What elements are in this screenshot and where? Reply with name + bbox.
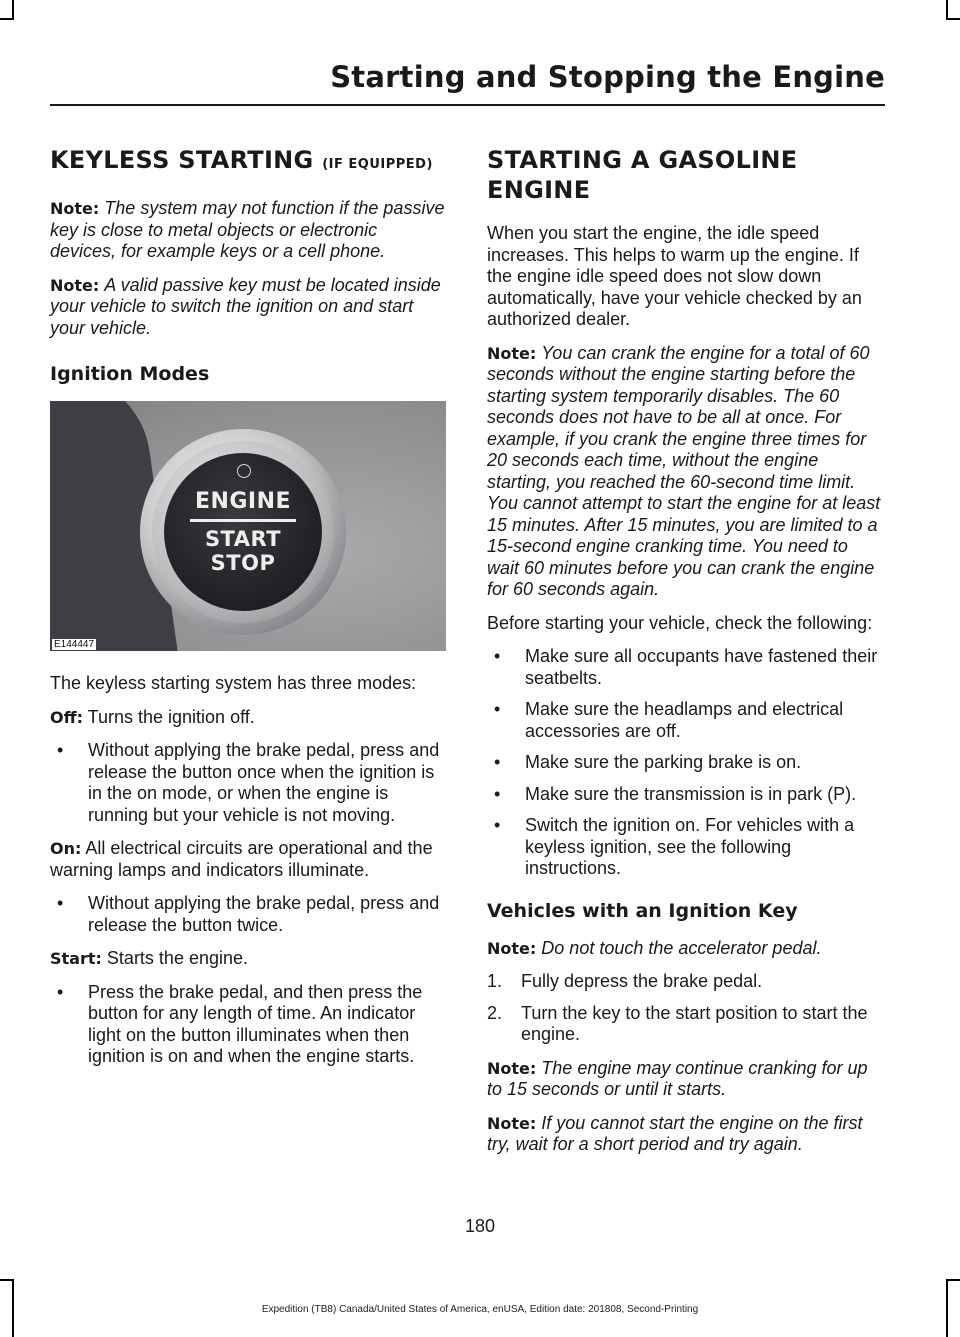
paragraph: Before starting your vehicle, check the following: (487, 612, 873, 633)
list-item: 2. Turn the key to the start position to start the engine. (487, 1002, 868, 1044)
list-item: • Make sure the parking brake is on. (487, 752, 882, 774)
checklist (487, 646, 882, 880)
note: Note: Do not touch the accelerator pedal. (487, 937, 822, 958)
bullet-list (50, 740, 448, 826)
paragraph: When you start the engine, the idle speed increases. This helps to warm up the engine. If the engine idle speed does not slow down automatically, have your vehicle checked by an authorized dealer. (487, 223, 862, 329)
crop-mark (946, 1279, 960, 1281)
crop-mark (12, 0, 14, 20)
note: Note: You can crank the engine for a total of 60 seconds without the engine starting before the starting system temporarily disables. The 60 seconds does not have to be all at once. For example, if you crank the engine three times for 20 seconds each time, without the engine starting, you reached the 60-second time limit. You cannot attempt to start the engine for at least 15 minutes. After 15 minutes, you are limited to a 15-second engine cranking time. You need to wait 60 minutes before you can crank the engine for 60 seconds again. (487, 342, 881, 599)
numbered-steps (487, 971, 882, 1046)
section-heading-keyless-starting: KEYLESS STARTING (IF EQUIPPED) (50, 146, 433, 174)
note: Note: The system may not function if the passive key is close to metal objects or electronic devices, for example keys or a cell phone. (50, 198, 445, 261)
list-item: 1. Fully depress the brake pedal. (487, 971, 763, 991)
page-header-title: Starting and Stopping the Engine (330, 60, 885, 94)
button-label-start: START (204, 527, 282, 551)
ignition-button-image (50, 401, 446, 651)
subheading-vehicles-with-ignition-key: Vehicles with an Ignition Key (487, 899, 798, 922)
button-label-engine: ENGINE (194, 489, 292, 514)
indicator-light-icon (237, 464, 251, 478)
crop-mark (0, 18, 14, 20)
crop-mark (946, 0, 948, 20)
crop-mark (0, 1279, 14, 1281)
list-item: • Make sure the transmission is in park (P). (487, 784, 882, 806)
mode-off: Off: Turns the ignition off. (50, 706, 255, 727)
list-item: • Make sure all occupants have fastened their seatbelts. (487, 646, 882, 689)
button-label-stop: STOP (210, 551, 276, 575)
list-item: • Make sure the headlamps and electrical accessories are off. (487, 699, 882, 742)
note: Note: The engine may continue cranking for up to 15 seconds or until it starts. (487, 1057, 868, 1099)
left-column (50, 145, 448, 1080)
note: Note: A valid passive key must be located inside your vehicle to switch the ignition on and start your vehicle. (50, 274, 441, 338)
paragraph: The keyless starting system has three modes: (50, 673, 417, 693)
right-column (487, 145, 882, 1168)
page-footer: Expedition (TB8) Canada/United States of America, enUSA, Edition date: 201808, Second-Printing (261, 1304, 699, 1315)
figure-code: E144447 (54, 639, 95, 650)
section-heading-starting-gasoline-engine: STARTING A GASOLINE ENGINE (487, 146, 798, 204)
equipped-tag: (IF EQUIPPED) (322, 157, 433, 172)
bullet-list (50, 982, 448, 1068)
list-item: • Switch the ignition on. For vehicles with a keyless ignition, see the following instructions. (487, 815, 882, 880)
bullet-list (50, 893, 448, 936)
list-item: • Without applying the brake pedal, press and release the button twice. (50, 893, 448, 936)
mode-start: Start: Starts the engine. (50, 948, 249, 968)
mode-on: On: All electrical circuits are operational and the warning lamps and indicators illuminate. (50, 838, 433, 880)
header-divider (50, 104, 885, 106)
subheading-ignition-modes: Ignition Modes (50, 363, 210, 385)
page-number: 180 (464, 1216, 496, 1236)
list-item: • Without applying the brake pedal, press and release the button once when the ignition is in the on mode, or when the engine is running but your vehicle is not moving. (50, 740, 448, 826)
crop-mark (946, 18, 960, 20)
note: Note: If you cannot start the engine on the first try, wait for a short period and try again. (487, 1112, 863, 1154)
list-item: • Press the brake pedal, and then press the button for any length of time. An indicator light on the button illuminates when then ignition is on and when the engine starts. (50, 982, 448, 1068)
